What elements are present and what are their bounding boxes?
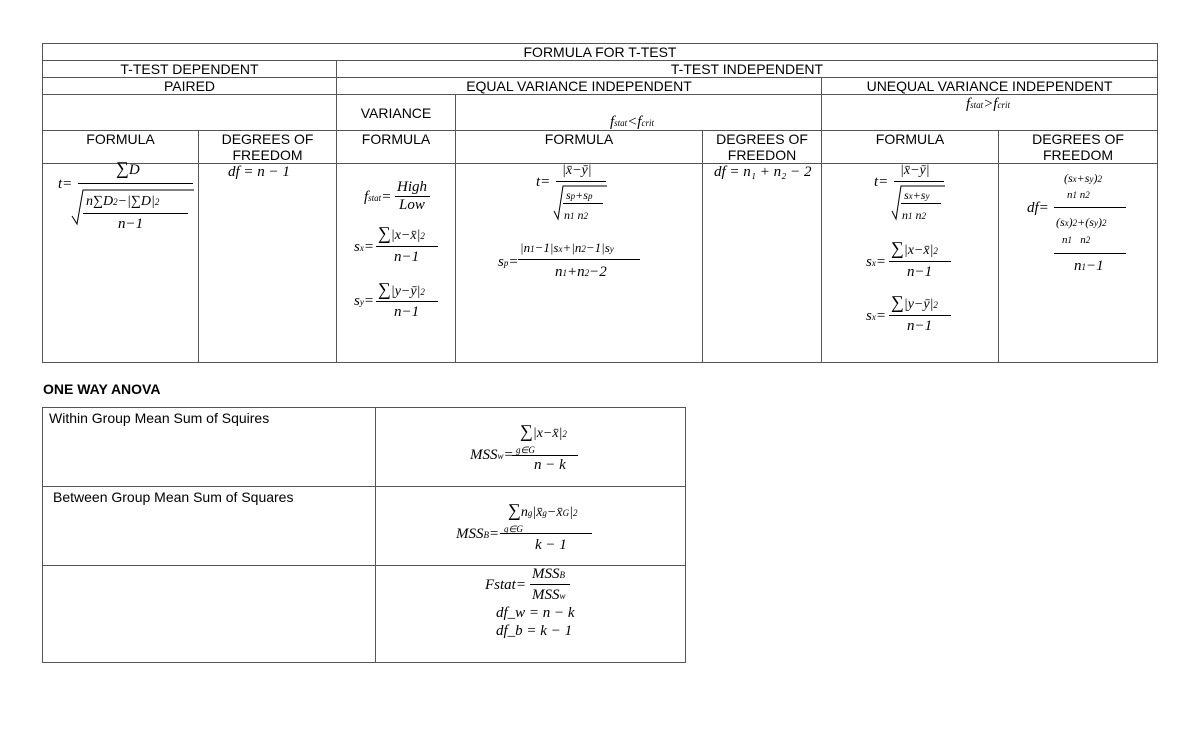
unequal-variance-header: UNEQUAL VARIANCE INDEPENDENT [822, 78, 1158, 95]
dep-df: df = n − 1 [228, 164, 290, 180]
independent-header: T-TEST INDEPENDENT [337, 61, 1158, 78]
fstat-anova-formula: Fstat= [485, 577, 526, 593]
f-stat-formula: fstat= [364, 189, 392, 205]
dep-dof-cell [199, 164, 337, 363]
dep-t-formula: t= [58, 176, 73, 192]
unequal-condition: fstat>fcrit [966, 96, 1010, 112]
eq-formula-label: FORMULA [456, 131, 703, 164]
mssw-denominator: n − k [534, 457, 566, 473]
mssw-formula: MSSw= [470, 447, 514, 463]
low-label: Low [399, 197, 425, 213]
between-group-formula-cell [376, 487, 686, 566]
blank-row-label [43, 566, 376, 663]
dep-denominator: n∑D2−|∑D|2 [86, 194, 160, 209]
uneq-df: df= [1027, 200, 1049, 216]
uneq-dof-label: DEGREES OF FREEDOM [999, 131, 1158, 164]
sx2-formula: sx= [354, 239, 374, 255]
mssb-denominator: k − 1 [535, 537, 567, 553]
document-page: FORMULA FOR T-TEST T-TEST DEPENDENT T-TEST INDEPENDENT PAIRED EQUAL VARIANCE INDEPENDENT UNEQUAL VARIANCE INDEPENDENT VARIANCE FORMULA DEGREES OF FREEDOM FORMULA FORMULA DEGREES OF FREEDON FORMULA DEGREES OF FREEDOM fstat<fcrit fstat>fcrit t= ∑D n∑D2−|∑D|2 n−1 df = n − 1 fstat= High Low sx= ∑|x−x̄|2 n−1 sy= ∑|y−ȳ|2 n−1 t= |x̄−ȳ| sp+sp n1 n2 sp= |n1−1|sx+|n2−1|sy n1+n2−2 df = n₁ + n₂ − 2 t= |x̄−ȳ| sx+sy n1 n2 sx= ∑|x−x̄|2 n−1 sx= ∑|y−ȳ|2 n−1 df= (sx+sy)2 n1 n2 (sx)2+(sy)2 n1 n2 n1−1 ONE WAY ANOVA Within Group Mean Sum of Squires Between Group Mean Sum of Squares MSSw= ∑|x−x̄|2 g∈G n − k MSSB= ∑ng|x̄g−x̄G|2 g∈G k − 1 Fstat= MSSB MSSw df_w = n − k df_b = k − 1 [0, 0, 1200, 729]
var-formula-label: FORMULA [337, 131, 456, 164]
mssb-formula: MSSB= [456, 526, 500, 542]
variance-label: VARIANCE [337, 95, 456, 131]
paired-label: PAIRED [43, 78, 337, 95]
anova-table [42, 407, 686, 663]
high-label: High [397, 179, 427, 195]
equal-condition: fstat<fcrit [610, 114, 654, 130]
ttest-title: FORMULA FOR T-TEST [43, 44, 1158, 61]
dep-formula-label: FORMULA [43, 131, 199, 164]
within-group-label: Within Group Mean Sum of Squires [43, 408, 376, 487]
dependent-header: T-TEST DEPENDENT [43, 61, 337, 78]
dfb-formula: df_b = k − 1 [496, 623, 573, 639]
dfw-formula: df_w = n − k [496, 605, 575, 621]
uneq-sy2: sx= [866, 308, 886, 324]
eq-df: df = n₁ + n₂ − 2 [714, 164, 812, 180]
uneq-t-formula: t= [874, 174, 889, 190]
dep-n-minus-1: n−1 [118, 216, 144, 232]
anova-section-title: ONE WAY ANOVA [43, 381, 161, 397]
eq-dof-cell [703, 164, 822, 363]
dep-numerator: ∑D [116, 158, 140, 178]
sp2-formula: sp= [498, 254, 519, 270]
equal-variance-header: EQUAL VARIANCE INDEPENDENT [337, 78, 822, 95]
dep-dof-label: DEGREES OF FREEDOM [199, 131, 337, 164]
uneq-formula-label: FORMULA [822, 131, 999, 164]
sy2-formula: sy= [354, 293, 374, 309]
blank-cell [43, 95, 337, 131]
eq-t-formula: t= [536, 174, 551, 190]
between-group-label: Between Group Mean Sum of Squares [43, 487, 376, 566]
uneq-sx2: sx= [866, 254, 886, 270]
eq-dof-label: DEGREES OF FREEDON [703, 131, 822, 164]
